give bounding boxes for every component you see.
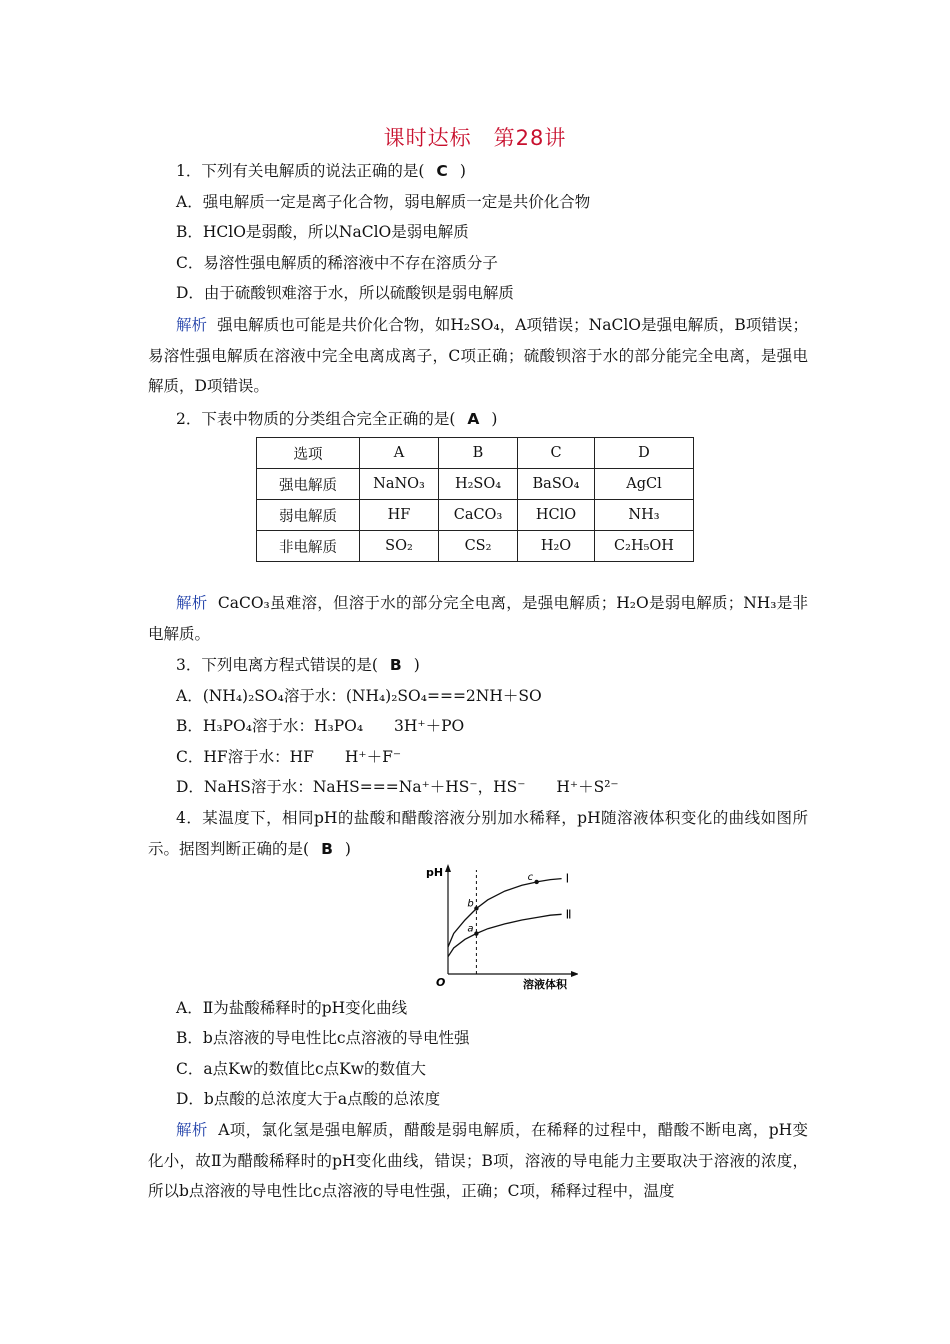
- table-cell: CS₂: [439, 531, 518, 562]
- y-axis-arrow: [445, 864, 451, 872]
- q3-option-d: D．NaHS溶于水：NaHS===Na⁺＋HS⁻，HS⁻ H⁺＋S²⁻: [176, 778, 619, 796]
- point-label-a: a: [467, 923, 474, 935]
- table-header-cell: A: [360, 438, 439, 469]
- point-a: [474, 931, 478, 935]
- q1-answer: C: [436, 162, 448, 180]
- chart-svg: [418, 862, 578, 992]
- q3-option-b: B．H₃PO₄溶于水：H₃PO₄ 3H⁺＋PO: [176, 717, 465, 735]
- table-cell: H₂O: [518, 531, 595, 562]
- q3-answer: B: [389, 656, 402, 674]
- table-cell: NaNO₃: [360, 469, 439, 500]
- table-cell: 强电解质: [257, 469, 360, 500]
- q4-answer: B: [321, 839, 333, 858]
- q1-option-c: C．易溶性强电解质的稀溶液中不存在溶质分子: [176, 254, 498, 272]
- table-cell: 弱电解质: [257, 500, 360, 531]
- point-label-b: b: [467, 898, 474, 910]
- table-header-cell: C: [518, 438, 595, 469]
- analysis-tag: 解析: [176, 594, 208, 612]
- series-line-i: [448, 879, 562, 947]
- table-cell: BaSO₄: [518, 469, 595, 500]
- table-cell: H₂SO₄: [439, 469, 518, 500]
- analysis-tag: 解析: [176, 316, 208, 334]
- table-cell: C₂H₅OH: [595, 531, 694, 562]
- ph-dilution-chart: [418, 862, 578, 996]
- table-header-row: [257, 438, 694, 469]
- series-label-ii: Ⅱ: [565, 907, 572, 922]
- q3-stem: 3．下列电离方程式错误的是( B ): [176, 656, 420, 674]
- q4-stem: 4．某温度下，相同pH的盐酸和醋酸溶液分别加水稀释，pH随溶液体积变化的曲线如图所示。据图判断正确的是( B ): [148, 809, 808, 858]
- table-cell: HClO: [518, 500, 595, 531]
- q4-option-b: B．b点溶液的导电性比c点溶液的导电性强: [176, 1029, 470, 1047]
- point-label-c: c: [527, 871, 534, 883]
- table-cell: CaCO₃: [439, 500, 518, 531]
- x-axis-label: 溶液体积: [523, 978, 567, 991]
- table-header-cell: B: [439, 438, 518, 469]
- table-cell: HF: [360, 500, 439, 531]
- q2-answer: A: [467, 410, 480, 428]
- q3-option-c: C．HF溶于水：HF H⁺＋F⁻: [176, 748, 402, 766]
- q1-stem: 1．下列有关电解质的说法正确的是( C ): [176, 162, 466, 180]
- classification-table: [256, 437, 694, 562]
- table-row: [257, 469, 694, 500]
- x-axis-arrow: [571, 971, 578, 977]
- table-cell: AgCl: [595, 469, 694, 500]
- q2-stem: 2．下表中物质的分类组合完全正确的是( A ): [176, 410, 498, 428]
- q4-option-a: A．Ⅱ为盐酸稀释时的pH变化曲线: [176, 999, 408, 1017]
- table-cell: NH₃: [595, 500, 694, 531]
- table-header-cell: D: [595, 438, 694, 469]
- origin-label: O: [436, 976, 446, 989]
- page-title: 课时达标 第28讲: [383, 126, 567, 150]
- point-c: [534, 880, 538, 884]
- q3-option-a: A．(NH₄)₂SO₄溶于水：(NH₄)₂SO₄===2NH＋SO: [176, 687, 542, 705]
- table-cell: 非电解质: [257, 531, 360, 562]
- q1-option-d: D．由于硫酸钡难溶于水，所以硫酸钡是弱电解质: [176, 284, 514, 302]
- q4-option-c: C．a点Kw的数值比c点Kw的数值大: [176, 1060, 426, 1078]
- table-cell: SO₂: [360, 531, 439, 562]
- y-axis-label: pH: [426, 866, 444, 879]
- point-b: [474, 906, 478, 910]
- q4-analysis: 解析 A项，氯化氢是强电解质，醋酸是弱电解质，在稀释的过程中，醋酸不断电离，pH变化小，故Ⅱ为醋酸稀释时的pH变化曲线，错误；B项，溶液的导电能力主要取决于溶液的浓度，所以b点溶液的导电性比c点溶液的导电性强，正确；C项，稀释过程中，温度: [148, 1121, 808, 1200]
- q4-option-d: D．b点酸的总浓度大于a点酸的总浓度: [176, 1090, 441, 1108]
- table-row: [257, 531, 694, 562]
- table-header-cell: 选项: [257, 438, 360, 469]
- table-row: [257, 500, 694, 531]
- q1-option-a: A．强电解质一定是离子化合物，弱电解质一定是共价化合物: [176, 193, 591, 211]
- analysis-tag: 解析: [176, 1121, 208, 1139]
- q1-analysis: 解析 强电解质也可能是共价化合物，如H₂SO₄，A项错误；NaClO是强电解质，B项错误；易溶性强电解质在溶液中完全电离成离子，C项正确；硫酸钡溶于水的部分能完全电离，是强电解质，D项错误。: [148, 316, 808, 395]
- series-label-i: Ⅰ: [565, 871, 570, 886]
- q2-analysis: 解析 CaCO₃虽难溶，但溶于水的部分完全电离，是强电解质；H₂O是弱电解质；NH₃是非电解质。: [148, 594, 808, 643]
- q1-option-b: B．HClO是弱酸，所以NaClO是弱电解质: [176, 223, 469, 241]
